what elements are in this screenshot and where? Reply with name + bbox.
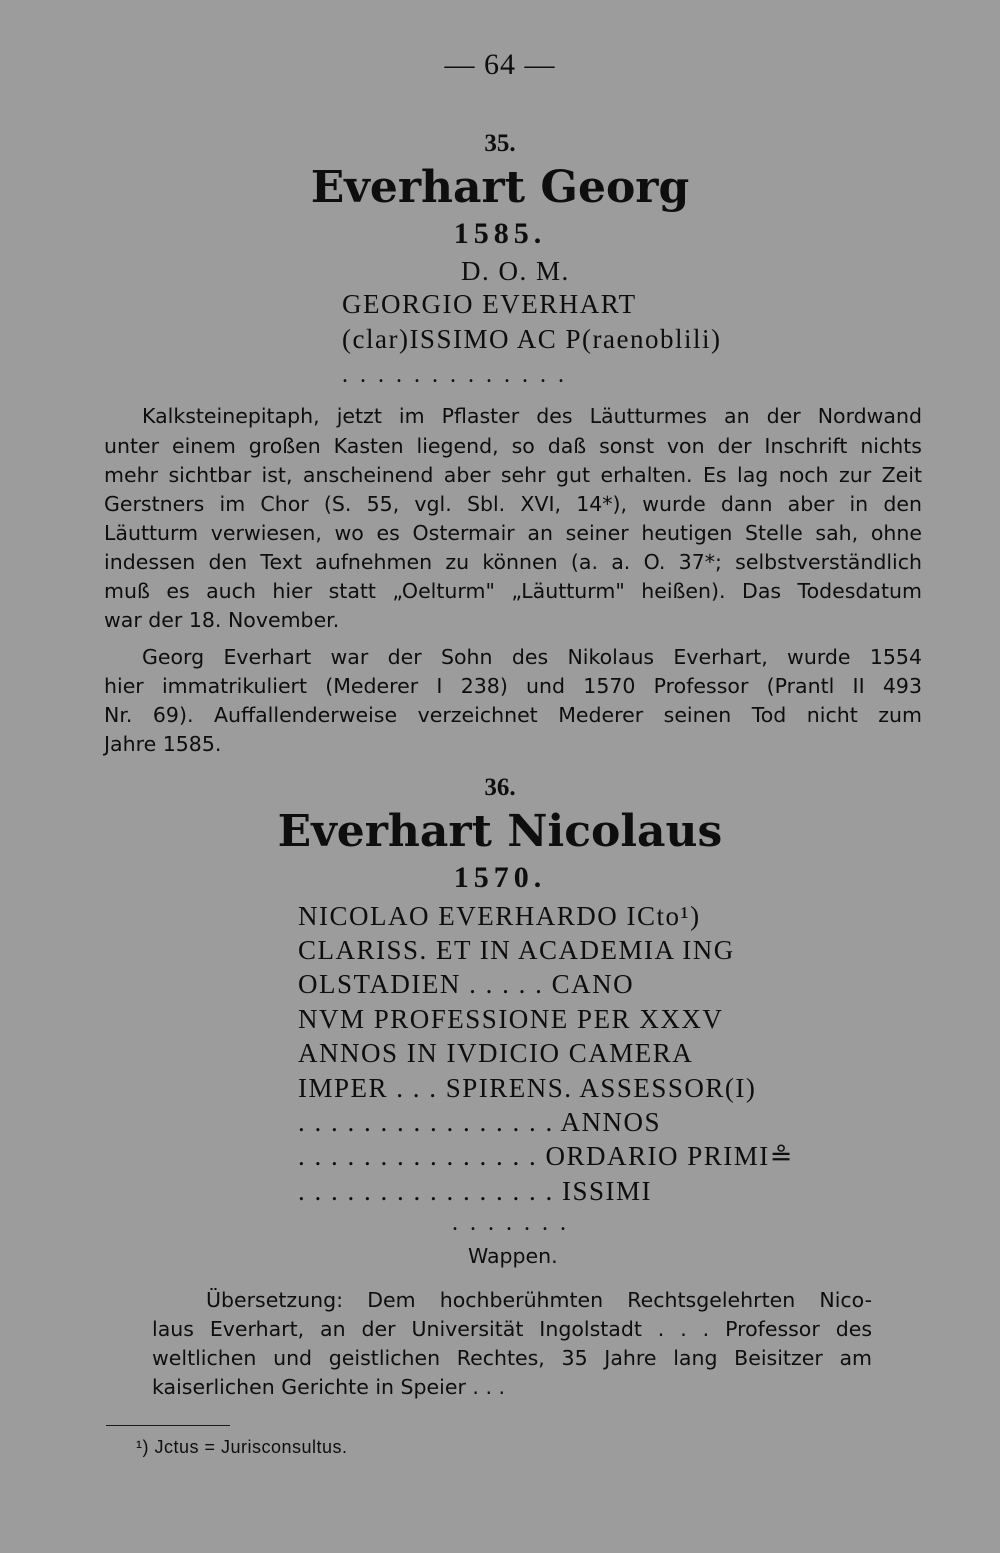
inscription-line: NICOLAO EVERHARDO ICto¹) [298,901,701,931]
entry-number: 36. [484,774,516,801]
paragraph-line: war der 18. November. [104,608,340,632]
paragraph-line: hier immatrikuliert (Mederer I 238) und 1570 Professor (Prantl II 493 [104,674,922,698]
inscription-ellipsis: . . . . . . . . . . . . . [342,362,567,388]
entry-year: 1585. [453,217,547,250]
footnote-divider [106,1425,230,1426]
paragraph-line: muß es auch hier statt „Oelturm" „Läutturm" heißen). Das Todesdatum [104,579,922,603]
page-number: — 64 — [444,48,556,81]
translation-line: Übersetzung: Dem hochberühmten Rechtsgelehrten Nico- [206,1288,872,1312]
entry-heading: Everhart Nicolaus [277,806,723,857]
paragraph-line: indessen den Text aufnehmen zu können (a. a. O. 37*; selbstverständlich [104,550,922,574]
inscription-line: D. O. M. [461,256,570,286]
translation-line: weltlichen und geistlichen Rechtes, 35 Jahre lang Beisitzer am [152,1346,872,1370]
paragraph-line: Jahre 1585. [104,732,222,756]
inscription-line: . . . . . . . . . . . . . . . . ANNOS [298,1107,662,1137]
footnote: ¹) Jctus = Jurisconsultus. [136,1437,348,1457]
inscription-line: NVM PROFESSIONE PER XXXV [298,1004,724,1034]
paragraph-line: unter einem großen Kasten liegend, so daß sonst von der Inschrift nichts [104,434,922,458]
translation-line: laus Everhart, an der Universität Ingolstadt . . . Professor des [152,1317,872,1341]
inscription-line: OLSTADIEN . . . . . CANO [298,969,635,999]
coat-of-arms-note: Wappen. [468,1244,558,1268]
paragraph-line: Läutturm verwiesen, wo es Ostermair an seiner heutigen Stelle sah, ohne [104,521,922,545]
inscription-line: CLARISS. ET IN ACADEMIA ING [298,935,735,965]
translation-line: kaiserlichen Gerichte in Speier . . . [152,1375,505,1399]
paragraph-line: Kalksteinepitaph, jetzt im Pflaster des Läutturmes an der Nordwand [142,404,922,428]
paragraph-line: Nr. 69). Auffallenderweise verzeichnet Mederer seinen Tod nicht zum [104,703,922,727]
inscription-line: GEORGIO EVERHART [342,289,637,319]
inscription-line: ANNOS IN IVDICIO CAMERA [298,1038,694,1068]
inscription-line: . . . . . . . . . . . . . . . ORDARIO PRIMI≗ [298,1141,794,1171]
inscription-line: IMPER . . . SPIRENS. ASSESSOR(I) [298,1073,757,1103]
paragraph-line: Gerstners im Chor (S. 55, vgl. Sbl. XVI, 14*), wurde dann aber in den [104,492,922,516]
inscription-line: (clar)ISSIMO AC P(raenoblili) [342,324,722,354]
entry-year: 1570. [453,861,547,894]
paragraph-line: Georg Everhart war der Sohn des Nikolaus Everhart, wurde 1554 [142,645,922,669]
entry-heading: Everhart Georg [310,162,690,213]
entry-number: 35. [484,130,516,157]
inscription-line: . . . . . . . . . . . . . . . . ISSIMI [298,1176,653,1206]
paragraph-line: mehr sichtbar ist, anscheinend aber sehr gut erhalten. Es lag noch zur Zeit [104,463,922,487]
inscription-ellipsis: . . . . . . . [452,1210,569,1236]
